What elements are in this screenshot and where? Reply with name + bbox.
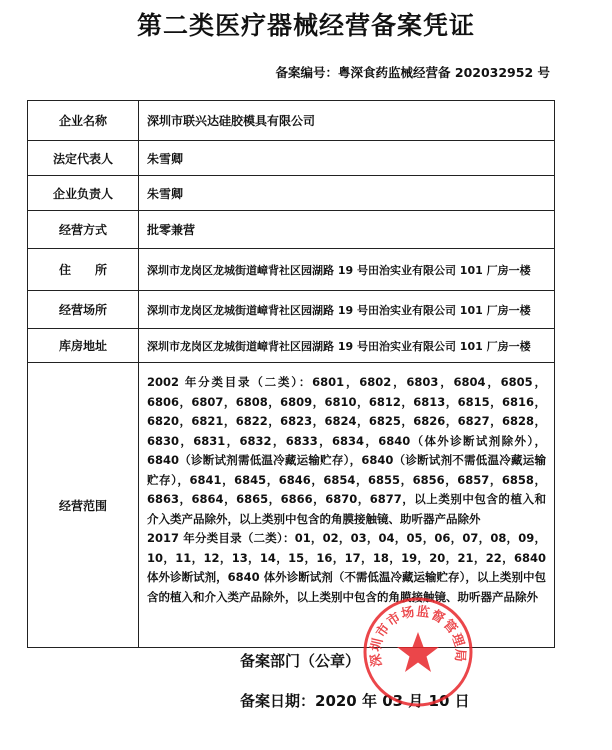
row-value: 深圳市龙岗区龙城街道嶂背社区园湖路 19 号田治实业有限公司 101 厂房一楼 xyxy=(139,329,555,363)
department-label: 备案部门（公章） xyxy=(240,652,361,670)
scope-2002: 2002 年分类目录（二类）：6801，6802，6803，6804，6805，6806，6807，6808，6809，6810，6812，6813，6815，6816，6820，6821，6822，6823，6824，6825，6826，6827，6828，6830，6831，6832，6833，6834，6840（体外诊断试剂除外），6840（诊断试剂需低温冷藏运输贮存），6840（诊断试剂不需低温冷藏运输贮存），6841，6845，6846，6854，6855，6856，6857，6858，6863，6864，6865，6866，6870，6877，以上类别中包含的植入和介入类产品除外，以上类别中包含的角膜接触镜、助听器产品除外 xyxy=(147,375,546,526)
record-number: 备案编号：粤深食药监械经营备 202032952 号 xyxy=(275,65,550,80)
table-row xyxy=(28,211,555,249)
official-seal-icon xyxy=(362,596,474,708)
table-row xyxy=(28,249,555,291)
row-label: 经营场所 xyxy=(28,291,139,329)
table-row xyxy=(28,101,555,141)
row-value: 深圳市联兴达硅胶模具有限公司 xyxy=(139,101,555,141)
row-value: 朱雪卿 xyxy=(139,141,555,176)
table-row xyxy=(28,176,555,211)
row-value: 朱雪卿 xyxy=(139,176,555,211)
scope-2017: 2017 年分类目录（二类）：01，02，03，04，05，06，07，08，09，10，11，12，13，14，15，16，17，18，19，20，21，22，6840 体外诊断试剂，6840 体外诊断试剂（不需低温冷藏运输贮存），以上类别中包含的植入和介入类产品除外，以上类别中包含的角膜接触镜、助听器产品除外 xyxy=(147,531,546,604)
document-title: 第二类医疗器械经营备案凭证 xyxy=(136,11,475,40)
row-value: 深圳市龙岗区龙城街道嶂背社区园湖路 19 号田治实业有限公司 101 厂房一楼 xyxy=(139,249,555,291)
row-label: 经营方式 xyxy=(28,211,139,249)
row-value: 深圳市龙岗区龙城街道嶂背社区园湖路 19 号田治实业有限公司 101 厂房一楼 xyxy=(139,291,555,329)
row-value: 批零兼营 xyxy=(139,211,555,249)
row-label: 法定代表人 xyxy=(28,141,139,176)
record-table xyxy=(27,100,555,648)
record-date: 备案日期：2020 年 03 月 10 日 xyxy=(240,692,470,710)
row-label: 经营范围 xyxy=(28,363,139,648)
seal-text: 深圳市市场监督管理局 xyxy=(368,604,468,668)
table-row xyxy=(28,291,555,329)
row-label: 库房地址 xyxy=(28,329,139,363)
table-row xyxy=(28,363,555,648)
row-label: 企业名称 xyxy=(28,101,139,141)
table-row xyxy=(28,141,555,176)
row-label: 企业负责人 xyxy=(28,176,139,211)
table-row xyxy=(28,329,555,363)
row-label: 住 所 xyxy=(28,249,139,291)
